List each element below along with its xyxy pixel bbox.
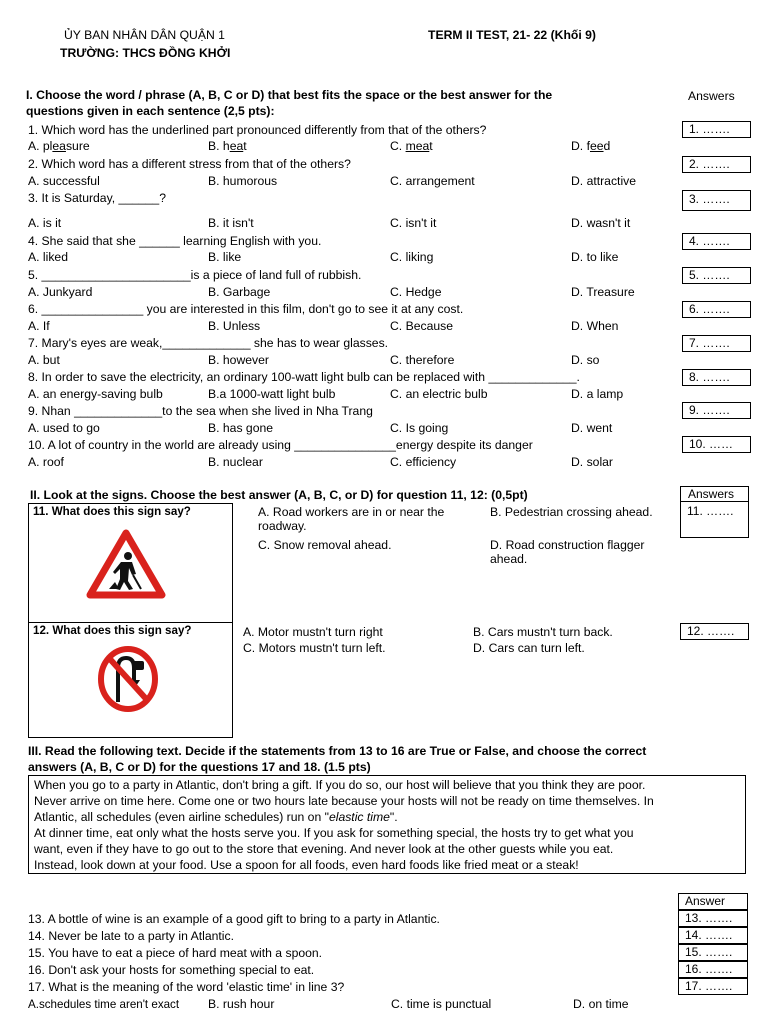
answer-box-16[interactable]: 16. ……. xyxy=(678,961,748,978)
answer-box-15[interactable]: 15. ……. xyxy=(678,944,748,961)
question-5-stem: 5. ______________________is a piece of land full of rubbish. xyxy=(28,268,362,282)
question-1-stem: 1. Which word has the underlined part pronounced differently from that of the others? xyxy=(28,123,487,137)
road-work-sign-icon xyxy=(86,529,166,599)
question-11-label: 11. What does this sign say? xyxy=(33,505,191,518)
question-17-option-d: D. on time xyxy=(573,997,629,1011)
question-10-stem: 10. A lot of country in the world are already using _______________energy despite its danger xyxy=(28,438,533,452)
statement-15: 15. You have to eat a piece of hard meat with a spoon. xyxy=(28,946,323,960)
question-7-option-b: B. however xyxy=(208,353,269,367)
question-11-option-d: D. Road construction flagger ahead. xyxy=(490,538,645,566)
part2-heading: II. Look at the signs. Choose the best answer (A, B, C, or D) for question 11, 12: (0,5pt) xyxy=(30,488,528,502)
part3-answer-label: Answer xyxy=(678,893,748,910)
passage-line-3: Atlantic, all schedules (even airline schedules) run on "elastic time". xyxy=(34,810,398,824)
answer-box-11[interactable]: 11. ……. xyxy=(680,501,749,538)
question-7-option-d: D. so xyxy=(571,353,600,367)
question-3-stem: 3. It is Saturday, ______? xyxy=(28,191,166,205)
part2-answers-label: Answers xyxy=(680,486,749,502)
question-5-option-d: D. Treasure xyxy=(571,285,635,299)
question-9-option-c: C. Is going xyxy=(390,421,449,435)
answer-box-5[interactable]: 5. ……. xyxy=(682,267,751,284)
question-9-option-d: D. went xyxy=(571,421,613,435)
answer-box-1[interactable]: 1. ……. xyxy=(682,121,751,138)
answer-box-12[interactable]: 12. ……. xyxy=(680,623,749,640)
part1-answers-label: Answers xyxy=(688,89,735,103)
question-5-option-c: C. Hedge xyxy=(390,285,442,299)
no-u-turn-sign-icon xyxy=(96,644,160,714)
question-8-option-b: B.a 1000-watt light bulb xyxy=(208,387,336,401)
answer-box-4[interactable]: 4. ……. xyxy=(682,233,751,250)
question-6-stem: 6. _______________ you are interested in this film, don't go to see it at any cost. xyxy=(28,302,464,316)
statement-16: 16. Don't ask your hosts for something special to eat. xyxy=(28,963,315,977)
question-12-option-b: B. Cars mustn't turn back. xyxy=(473,625,613,639)
question-1-option-d: D. feed xyxy=(571,139,611,153)
answer-box-17[interactable]: 17. ……. xyxy=(678,978,748,995)
question-9-option-b: B. has gone xyxy=(208,421,274,435)
question-10-option-b: B. nuclear xyxy=(208,455,263,469)
school-name: TRƯỜNG: THCS ĐỒNG KHỞI xyxy=(60,46,231,60)
question-7-option-c: C. therefore xyxy=(390,353,455,367)
answer-box-3[interactable]: 3. ……. xyxy=(682,190,751,211)
question-1-option-a: A. pleasure xyxy=(28,139,90,153)
question-12-label: 12. What does this sign say? xyxy=(33,624,192,637)
answer-box-2[interactable]: 2. ……. xyxy=(682,156,751,173)
question-2-option-c: C. arrangement xyxy=(390,174,475,188)
question-1-option-c: C. meat xyxy=(390,139,433,153)
question-17-stem: 17. What is the meaning of the word 'elastic time' in line 3? xyxy=(28,980,345,994)
answer-box-9[interactable]: 9. ……. xyxy=(682,402,751,419)
part1-heading-line1: I. Choose the word / phrase (A, B, C or D) that best fits the space or the best answer for the xyxy=(26,88,553,102)
answer-box-8[interactable]: 8. ……. xyxy=(682,369,751,386)
question-3-option-d: D. wasn't it xyxy=(571,216,631,230)
question-3-option-a: A. is it xyxy=(28,216,62,230)
answer-box-6[interactable]: 6. ……. xyxy=(682,301,751,318)
statement-13: 13. A bottle of wine is an example of a good gift to bring to a party in Atlantic. xyxy=(28,912,440,926)
question-2-stem: 2. Which word has a different stress from that of the others? xyxy=(28,157,351,171)
answer-box-13[interactable]: 13. ……. xyxy=(678,910,748,927)
question-8-option-c: C. an electric bulb xyxy=(390,387,488,401)
question-10-option-c: C. efficiency xyxy=(390,455,457,469)
question-3-option-b: B. it isn't xyxy=(208,216,254,230)
question-4-option-d: D. to like xyxy=(571,250,619,264)
question-4-option-a: A. liked xyxy=(28,250,68,264)
question-11-option-a: A. Road workers are in or near the roadway. xyxy=(258,505,445,533)
passage-line-1: When you go to a party in Atlantic, don't bring a gift. If you do so, our host will believe that you think they are poor. xyxy=(34,778,646,792)
question-10-option-d: D. solar xyxy=(571,455,613,469)
question-12-option-c: C. Motors mustn't turn left. xyxy=(243,641,386,655)
question-6-option-d: D. When xyxy=(571,319,619,333)
question-2-option-d: D. attractive xyxy=(571,174,637,188)
answer-box-14[interactable]: 14. ……. xyxy=(678,927,748,944)
question-6-option-b: B. Unless xyxy=(208,319,261,333)
statement-14: 14. Never be late to a party in Atlantic. xyxy=(28,929,234,943)
committee-name: ỦY BAN NHÂN DÂN QUẬN 1 xyxy=(64,28,225,42)
question-7-stem: 7. Mary's eyes are weak,_____________ she has to wear glasses. xyxy=(28,336,389,350)
question-4-stem: 4. She said that she ______ learning English with you. xyxy=(28,234,322,248)
question-9-option-a: A. used to go xyxy=(28,421,100,435)
passage-line-5: want, even if they have to go out to the store that evening. And never look at the other guests while you eat. xyxy=(34,842,614,856)
part1-heading-line2: questions given in each sentence (2,5 pts): xyxy=(26,104,275,118)
question-12-option-d: D. Cars can turn left. xyxy=(473,641,585,655)
question-11-option-c: C. Snow removal ahead. xyxy=(258,538,392,552)
test-title: TERM II TEST, 21- 22 (Khối 9) xyxy=(428,28,596,42)
question-7-option-a: A. but xyxy=(28,353,60,367)
part3-heading-line1: III. Read the following text. Decide if the statements from 13 to 16 are True or False, and choose the correct xyxy=(28,744,647,758)
answer-box-7[interactable]: 7. ……. xyxy=(682,335,751,352)
question-4-option-b: B. like xyxy=(208,250,242,264)
question-17-option-a: A.schedules time aren't exact xyxy=(28,998,180,1011)
question-8-option-d: D. a lamp xyxy=(571,387,624,401)
answer-box-10[interactable]: 10. …… xyxy=(682,436,751,453)
question-9-stem: 9. Nhan _____________to the sea when she lived in Nha Trang xyxy=(28,404,373,418)
question-10-option-a: A. roof xyxy=(28,455,64,469)
question-1-option-b: B. heat xyxy=(208,139,247,153)
question-2-option-b: B. humorous xyxy=(208,174,278,188)
question-8-option-a: A. an energy-saving bulb xyxy=(28,387,163,401)
question-5-option-a: A. Junkyard xyxy=(28,285,93,299)
question-2-option-a: A. successful xyxy=(28,174,100,188)
question-11-option-b: B. Pedestrian crossing ahead. xyxy=(490,505,653,519)
question-3-option-c: C. isn't it xyxy=(390,216,437,230)
passage-line-2: Never arrive on time here. Come one or two hours late because your hosts will not be ready on time themselves. In xyxy=(34,794,654,808)
question-17-option-c: C. time is punctual xyxy=(391,997,492,1011)
question-5-option-b: B. Garbage xyxy=(208,285,271,299)
passage-line-6: Instead, look down at your food. Use a spoon for all foods, even hard foods like fried meat or a steak! xyxy=(34,858,579,872)
question-12-option-a: A. Motor mustn't turn right xyxy=(243,625,383,639)
question-17-option-b: B. rush hour xyxy=(208,997,275,1011)
question-6-option-a: A. If xyxy=(28,319,50,333)
question-8-stem: 8. In order to save the electricity, an ordinary 100-watt light bulb can be replaced with _____________. xyxy=(28,370,580,384)
part3-heading-line2: answers (A, B, C or D) for the questions 17 and 18. (1.5 pts) xyxy=(28,760,371,774)
passage-line-4: At dinner time, eat only what the hosts serve you. If you ask for something special, the hosts try to get what you xyxy=(34,826,634,840)
question-6-option-c: C. Because xyxy=(390,319,454,333)
question-4-option-c: C. liking xyxy=(390,250,434,264)
